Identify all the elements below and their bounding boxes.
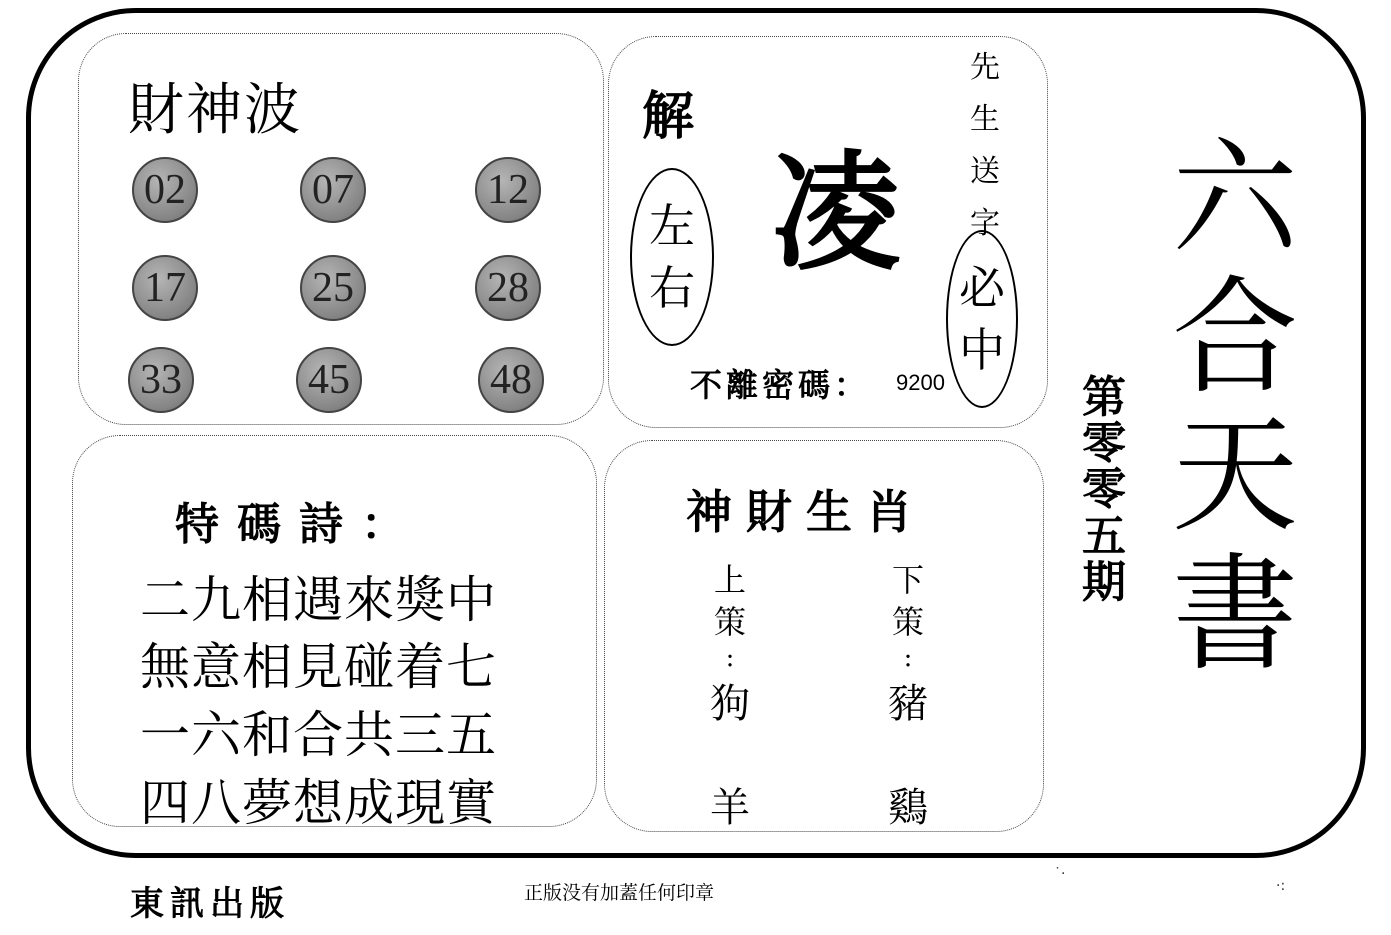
scan-speck: ·: (1276, 878, 1286, 894)
riddle-main-char: 凌 (772, 139, 901, 288)
poem-title: 特碼詩： (175, 499, 423, 550)
number-ball: 48 (478, 347, 544, 413)
poem-line: 二九相遇來獎中 (140, 571, 497, 629)
wealth-wave-title: 財神波 (128, 78, 302, 143)
lower-strategy-label (892, 560, 925, 674)
lower-animal: 鷄 (888, 785, 928, 831)
must-char: 必 (959, 260, 1005, 315)
colon-mark: : (903, 643, 913, 674)
send-char: 字 (970, 205, 1000, 241)
lower-char: 下 (892, 561, 925, 599)
left-char: 左 (649, 198, 695, 253)
title-char: 天 (1172, 402, 1298, 550)
number-ball: 07 (300, 157, 366, 223)
code-value: 9200 (896, 370, 945, 395)
publisher-label: 東訊出版 (130, 884, 290, 924)
upper-animal: 羊 (710, 785, 750, 831)
main-title (1172, 125, 1298, 688)
number-ball: 45 (296, 347, 362, 413)
authenticity-note: 正版没有加蓋任何印章 (524, 882, 715, 904)
left-right-oval (630, 168, 714, 346)
number-ball: 12 (475, 157, 541, 223)
issue-char: 期 (1082, 556, 1126, 608)
issue-number (1082, 372, 1126, 608)
title-char: 書 (1172, 540, 1298, 688)
zodiac-title: 神財生肖 (686, 485, 926, 539)
issue-char: 零 (1082, 418, 1126, 470)
poem-line: 一六和合共三五 (140, 706, 497, 764)
issue-char: 第 (1082, 372, 1126, 423)
upper-char: 上 (714, 561, 747, 599)
number-ball: 33 (128, 347, 194, 413)
number-ball: 17 (132, 255, 198, 321)
code-label: 不離密碼： (690, 366, 871, 404)
riddle-heading: 解 (642, 86, 695, 147)
colon-mark: : (725, 643, 735, 674)
send-word-text (970, 42, 1000, 250)
scan-speck: ˙· (1054, 866, 1066, 882)
number-ball: 25 (300, 255, 366, 321)
hit-char: 中 (959, 323, 1005, 377)
poem-line: 四八夢想成現實 (140, 774, 497, 832)
right-char: 右 (649, 261, 695, 315)
send-char: 送 (970, 153, 1000, 189)
poem-line: 無意相見碰着七 (140, 638, 497, 696)
send-char: 先 (970, 50, 1000, 85)
strategy-char: 策 (892, 602, 925, 641)
issue-char: 零 (1082, 464, 1126, 516)
upper-animal: 狗 (710, 681, 750, 727)
number-ball: 02 (132, 157, 198, 223)
number-ball: 28 (475, 255, 541, 321)
lower-animal: 豬 (888, 681, 928, 727)
title-char: 合 (1172, 263, 1298, 411)
must-hit-oval (946, 230, 1018, 408)
send-char: 生 (970, 101, 1000, 137)
issue-char: 五 (1082, 510, 1126, 562)
strategy-char: 策 (714, 602, 747, 641)
title-char: 六 (1172, 125, 1298, 272)
upper-strategy-label (714, 560, 747, 674)
